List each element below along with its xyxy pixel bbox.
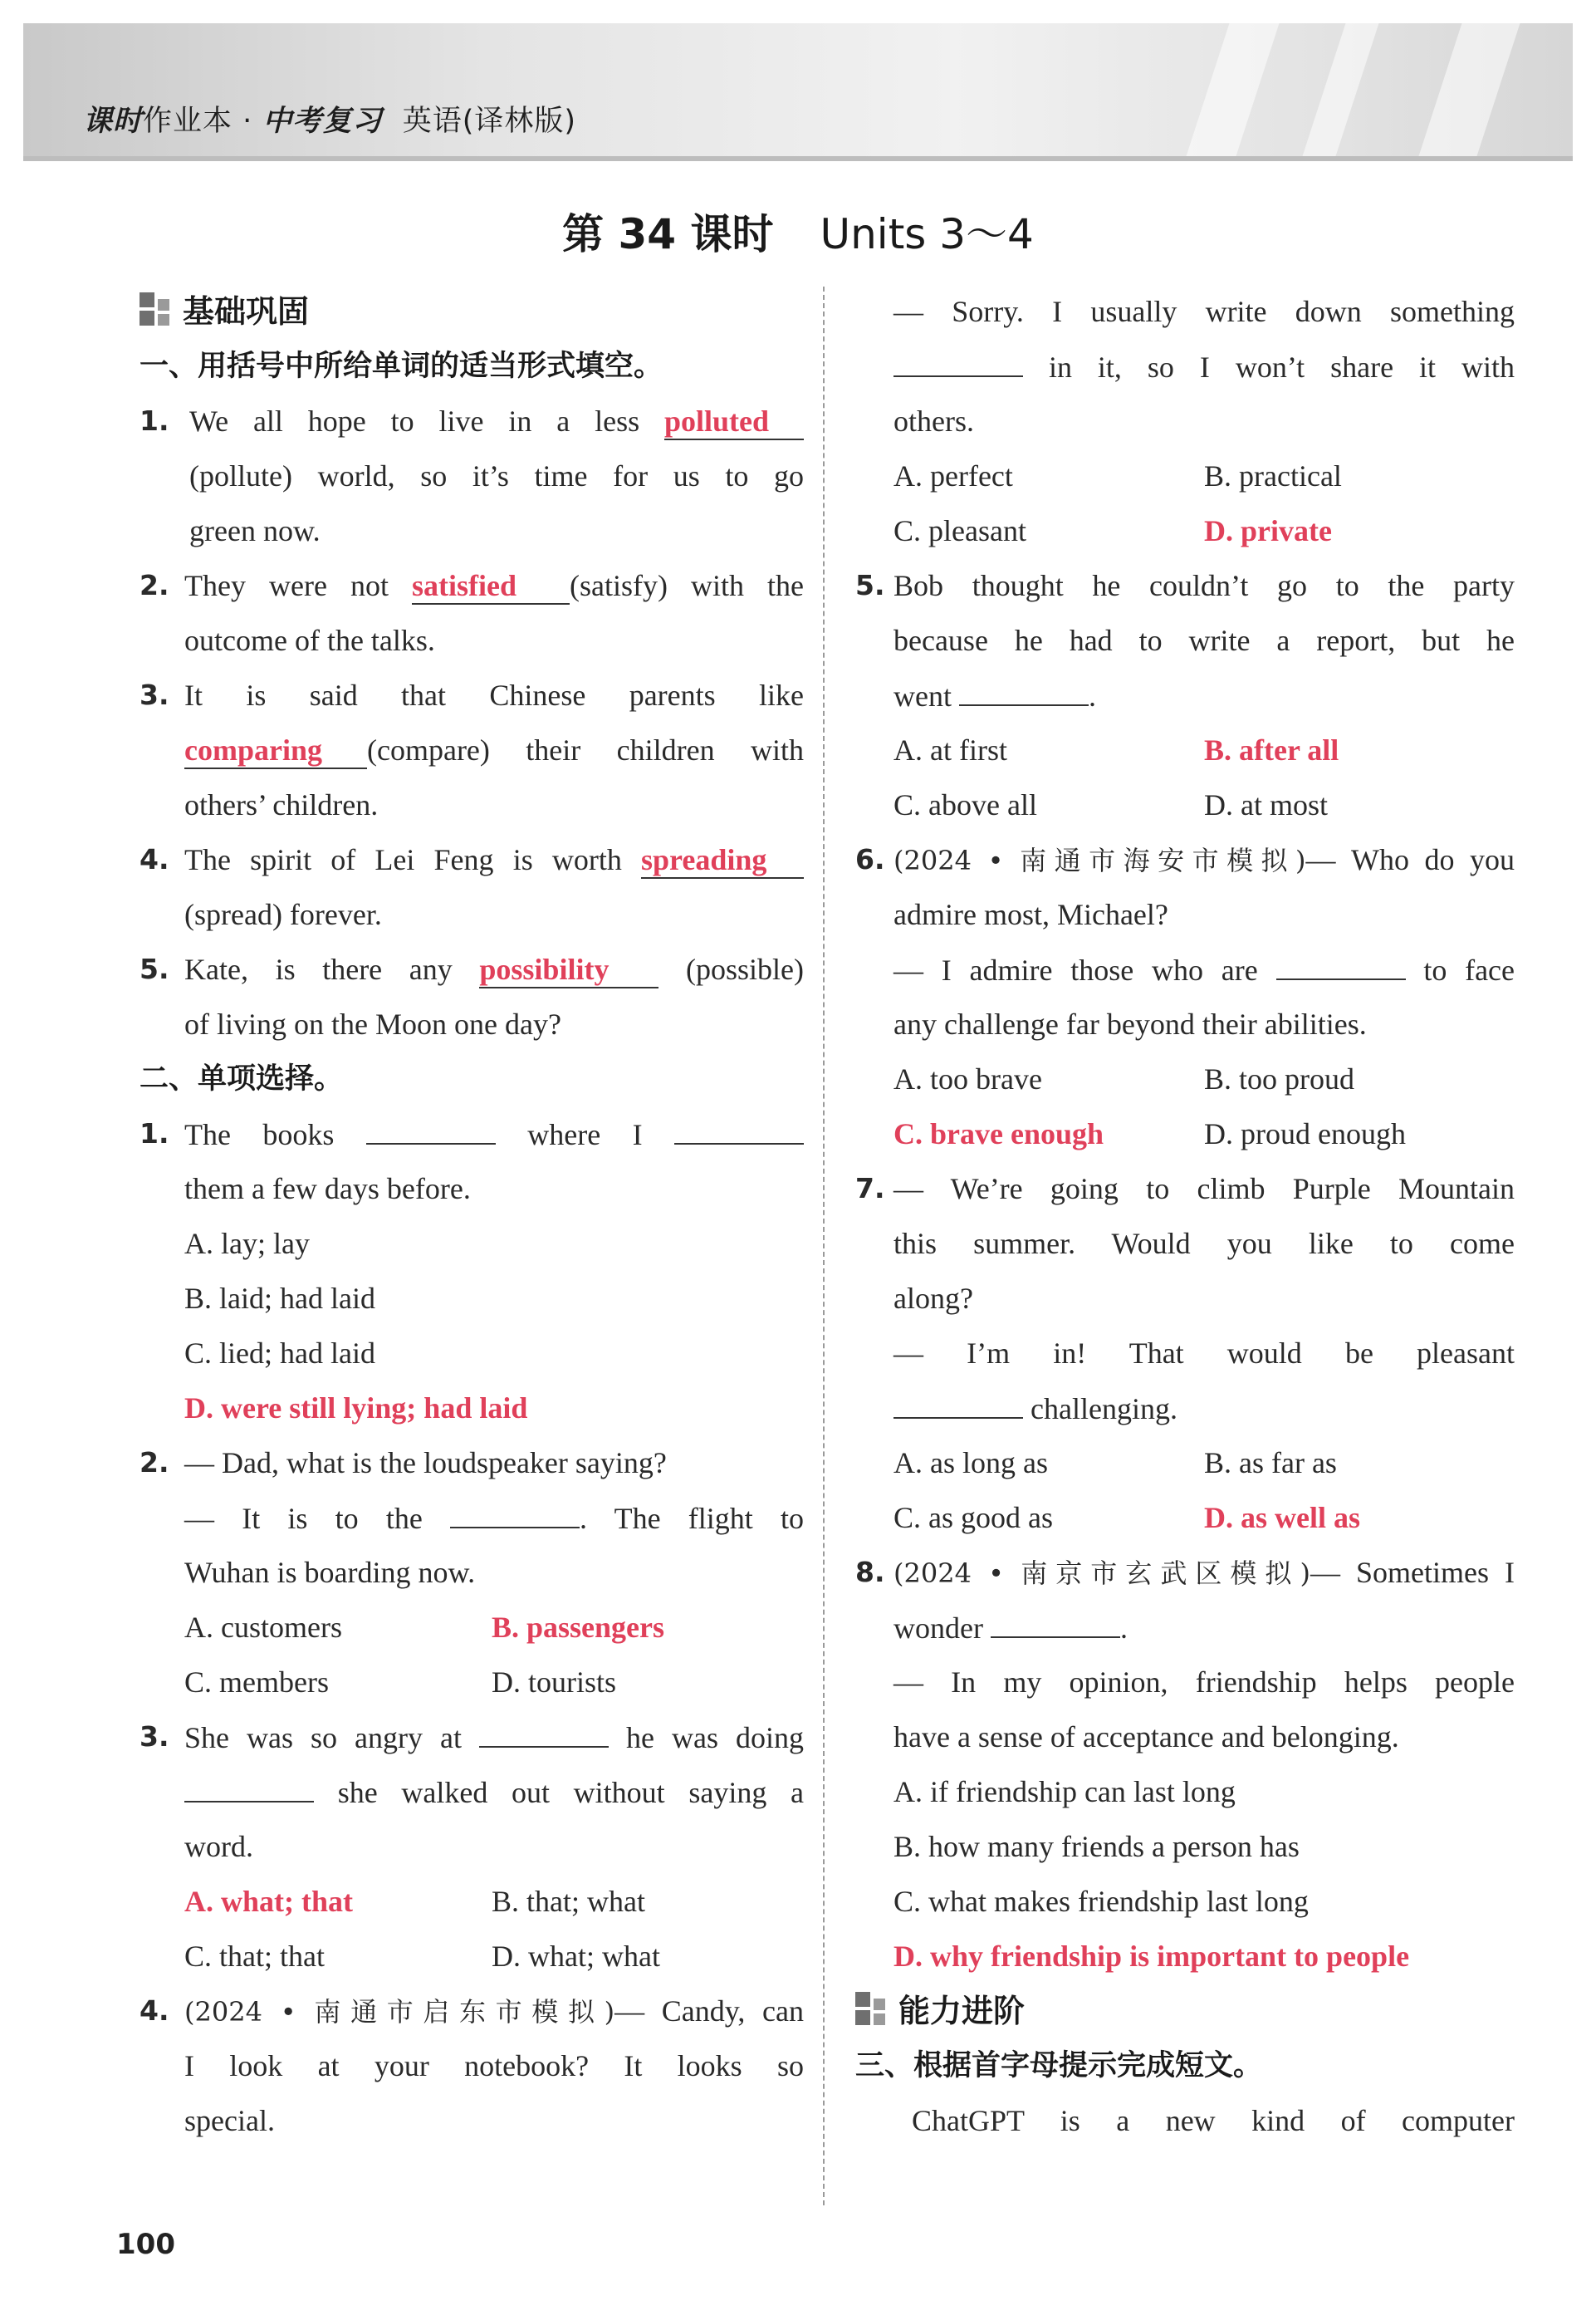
lesson-title: 第 34 课时 Units 3～4 <box>562 210 1034 258</box>
answer-blank: comparing <box>184 731 367 769</box>
header-band <box>23 23 1573 161</box>
question-2-3: 3. She was so angry at he was doing <box>140 1709 804 1764</box>
blank <box>959 668 1089 706</box>
answer-blank: possibility <box>479 950 658 988</box>
page-number: 100 <box>116 2228 175 2261</box>
section-square-icon <box>140 292 176 326</box>
blank <box>991 1600 1120 1638</box>
answer-blank: polluted <box>664 402 804 440</box>
section-square-icon <box>855 1992 892 2025</box>
question-2-7: 7. — We’re going to climb Purple Mountain <box>855 1172 1515 1205</box>
question-2-4: 4. (2024 • 南通市启东市模拟)— Candy, can <box>140 1994 804 2028</box>
blank <box>184 1764 314 1802</box>
answer-blank: satisfied <box>412 566 570 605</box>
question-2-8: 8. (2024 • 南京市玄武区模拟)— Sometimes I <box>855 1556 1515 1589</box>
book-title: 课时作业本 · 中考复习 英语(译林版) <box>83 105 576 138</box>
question-1-4: 4. The spirit of Lei Feng is worth spreading <box>140 832 804 887</box>
question-1-1: 1. We all hope to live in a less polluted <box>140 394 804 449</box>
blank <box>674 1106 804 1145</box>
question-1-3: 3. It is said that Chinese parents like <box>140 679 804 712</box>
question-2-5: 5. Bob thought he couldn’t go to the party <box>855 569 1515 602</box>
question-1-2: 2. They were not satisfied (satisfy) with the <box>140 558 804 613</box>
blank <box>366 1106 496 1145</box>
part2-heading: 二、单项选择。 <box>140 1062 344 1096</box>
answer-blank: spreading <box>641 841 804 879</box>
question-2-1: 1. The books where I <box>140 1106 804 1161</box>
section-basics-heading: 基础巩固 <box>140 284 309 339</box>
part3-heading: 三、根据首字母提示完成短文。 <box>855 2049 1263 2082</box>
blank <box>893 339 1023 377</box>
question-1-5: 5. Kate, is there any possibility (possible) <box>140 942 804 997</box>
blank <box>893 1381 1023 1419</box>
blank <box>479 1709 609 1748</box>
question-2-6: 6. (2024 • 南通市海安市模拟)— Who do you <box>855 843 1515 876</box>
column-divider <box>823 287 825 2205</box>
part1-heading: 一、用括号中所给单词的适当形式填空。 <box>140 350 663 383</box>
section-advanced-heading: 能力进阶 <box>855 1984 1025 2038</box>
blank <box>450 1490 580 1528</box>
blank <box>1276 942 1406 980</box>
question-2-2: 2. — Dad, what is the loudspeaker saying? <box>140 1446 667 1479</box>
